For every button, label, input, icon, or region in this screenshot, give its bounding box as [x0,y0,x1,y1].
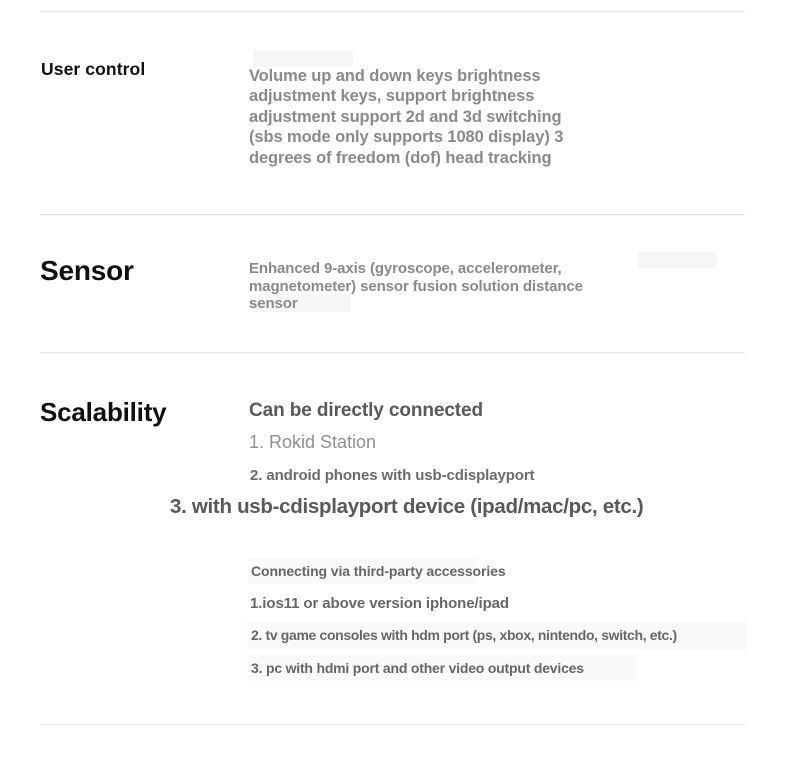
spec-value-line: magnetometer) sensor fusion solution distance [249,277,583,295]
scalability-direct-heading: Can be directly connected [249,400,484,421]
section-divider-top [40,11,745,12]
spec-value-line: adjustment support 2d and 3d switching [249,107,562,126]
section-divider-bottom [40,724,745,725]
scalability-thirdparty-item: 2. tv game consoles with hdm port (ps, xbox, nintendo, switch, etc.) [251,627,677,643]
translation-highlight [253,50,353,67]
section-divider-sensor [40,352,745,353]
spec-value-line: Volume up and down keys brightness [249,67,541,85]
scalability-thirdparty-heading: Connecting via third-party accessories [251,563,506,579]
section-divider-user-control [40,214,745,215]
scalability-thirdparty-item: 1.ios11 or above version iphone/ipad [250,595,509,612]
spec-value-line: degrees of freedom (dof) head tracking [249,148,552,167]
spec-label-user-control: User control [41,59,146,79]
spec-value-line: adjustment keys, support brightness [249,87,535,106]
scalability-thirdparty-item: 3. pc with hdmi port and other video output devices [251,660,584,676]
scalability-direct-item: 1. Rokid Station [249,432,377,452]
spec-value-line: sensor [249,295,298,313]
spec-value-line: Enhanced 9-axis (gyroscope, accelerometer, [249,260,562,277]
scalability-direct-item: 2. android phones with usb-cdisplayport [250,467,535,484]
spec-value-user-control [249,66,563,168]
spec-label-sensor: Sensor [40,255,134,286]
translation-highlight [638,252,718,268]
spec-value-line: (sbs mode only supports 1080 display) 3 [249,128,564,147]
spec-value-sensor [249,260,583,313]
scalability-direct-item: 3. with usb-cdisplayport device (ipad/mac/pc, etc.) [170,495,644,518]
spec-label-scalability: Scalability [40,397,167,427]
